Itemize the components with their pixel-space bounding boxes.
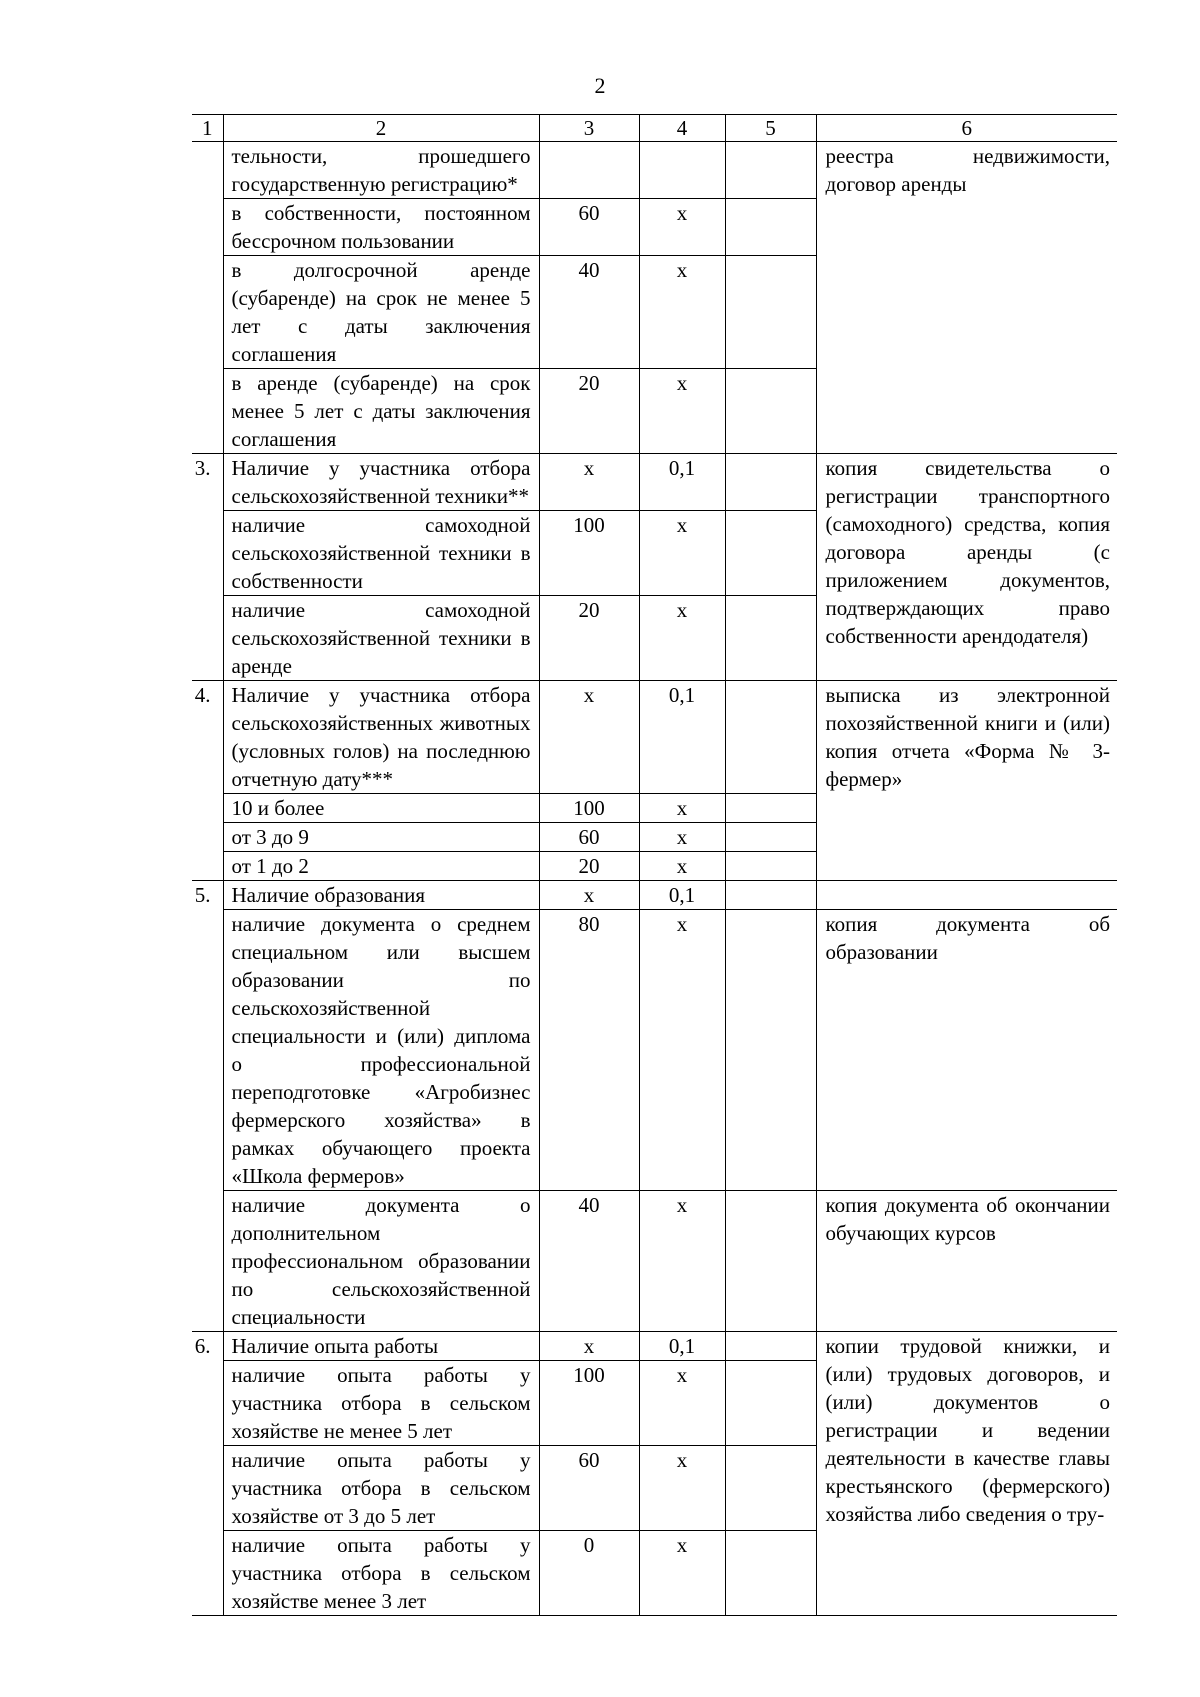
value-cell — [725, 1531, 816, 1616]
criterion-cell: в аренде (субаренде) на срок менее 5 лет с даты заключения соглашения — [223, 369, 539, 454]
criterion-cell: наличие опыта работы у участника отбора в сельском хозяйстве не менее 5 лет — [223, 1361, 539, 1446]
score-cell: 20 — [539, 369, 639, 454]
table-row — [192, 1191, 1117, 1332]
score-cell: х — [539, 1332, 639, 1361]
document-cell: копия документа об образовании — [816, 910, 1117, 1191]
header-row — [192, 115, 1117, 142]
value-cell — [725, 454, 816, 511]
weight-cell: х — [639, 852, 725, 881]
score-cell: 80 — [539, 910, 639, 1191]
criterion-cell: в долгосрочной аренде (субаренде) на срок не менее 5 лет с даты заключения соглашения — [223, 256, 539, 369]
document-cell: копия свидетельства о регистрации транспортного (самоходного) средства, копия договора аренды (с приложением документов, подтверждающих право собственности арендодателя) — [816, 454, 1117, 681]
table-row — [192, 881, 1117, 910]
table-row — [192, 454, 1117, 511]
weight-cell: х — [639, 511, 725, 596]
weight-cell: х — [639, 596, 725, 681]
weight-cell: х — [639, 910, 725, 1191]
criterion-cell: от 1 до 2 — [223, 852, 539, 881]
score-cell: х — [539, 681, 639, 794]
value-cell — [725, 596, 816, 681]
score-cell: 40 — [539, 1191, 639, 1332]
criterion-cell: в собственности, постоянном бессрочном пользовании — [223, 199, 539, 256]
document-cell: выписка из электронной похозяйственной книги и (или) копия отчета «Форма № 3-фермер» — [816, 681, 1117, 881]
header-cell: 2 — [223, 115, 539, 142]
table-row — [192, 1332, 1117, 1361]
value-cell — [725, 369, 816, 454]
weight-cell: х — [639, 256, 725, 369]
weight-cell: х — [639, 199, 725, 256]
weight-cell: х — [639, 794, 725, 823]
header-cell: 3 — [539, 115, 639, 142]
row-number: 5. — [192, 881, 223, 1332]
score-cell: 40 — [539, 256, 639, 369]
table-row — [192, 681, 1117, 794]
criterion-cell: тельности, прошедшего государственную регистрацию* — [223, 142, 539, 199]
value-cell — [725, 256, 816, 369]
value-cell — [725, 511, 816, 596]
value-cell — [725, 1446, 816, 1531]
score-cell: х — [539, 881, 639, 910]
value-cell — [725, 1361, 816, 1446]
criteria-table — [192, 114, 1117, 1616]
score-cell: 60 — [539, 823, 639, 852]
criterion-cell: наличие опыта работы у участника отбора в сельском хозяйстве от 3 до 5 лет — [223, 1446, 539, 1531]
score-cell: 20 — [539, 852, 639, 881]
weight-cell: х — [639, 1531, 725, 1616]
weight-cell: х — [639, 823, 725, 852]
score-cell: 20 — [539, 596, 639, 681]
row-number — [192, 142, 223, 454]
page-number: 2 — [594, 73, 606, 98]
row-number: 3. — [192, 454, 223, 681]
value-cell — [725, 1191, 816, 1332]
score-cell: х — [539, 454, 639, 511]
document-cell: копии трудовой книжки, и (или) трудовых договоров, и (или) документов о регистрации и ведении деятельности в качестве главы крестьянского (фермерского) хозяйства либо сведения о тру- — [816, 1332, 1117, 1616]
header-cell: 1 — [192, 115, 223, 142]
document-cell: копия документа об окончании обучающих курсов — [816, 1191, 1117, 1332]
value-cell — [725, 681, 816, 794]
score-cell: 0 — [539, 1531, 639, 1616]
score-cell: 60 — [539, 1446, 639, 1531]
weight-cell: 0,1 — [639, 454, 725, 511]
criterion-cell: от 3 до 9 — [223, 823, 539, 852]
header-cell: 4 — [639, 115, 725, 142]
criterion-cell: Наличие опыта работы — [223, 1332, 539, 1361]
weight-cell: 0,1 — [639, 1332, 725, 1361]
score-cell: 100 — [539, 1361, 639, 1446]
score-cell: 100 — [539, 511, 639, 596]
table-row — [192, 142, 1117, 199]
weight-cell: х — [639, 1361, 725, 1446]
weight-cell: х — [639, 369, 725, 454]
document-cell — [816, 881, 1117, 910]
score-cell: 100 — [539, 794, 639, 823]
row-number: 6. — [192, 1332, 223, 1616]
value-cell — [725, 1332, 816, 1361]
value-cell — [725, 910, 816, 1191]
value-cell — [725, 823, 816, 852]
criterion-cell: наличие самоходной сельскохозяйственной техники в собственности — [223, 511, 539, 596]
header-cell: 6 — [816, 115, 1117, 142]
score-cell: 60 — [539, 199, 639, 256]
criterion-cell: Наличие у участника отбора сельскохозяйственной техники** — [223, 454, 539, 511]
criterion-cell: наличие самоходной сельскохозяйственной техники в аренде — [223, 596, 539, 681]
weight-cell: х — [639, 1446, 725, 1531]
weight-cell: 0,1 — [639, 881, 725, 910]
weight-cell — [639, 142, 725, 199]
criterion-cell: Наличие у участника отбора сельскохозяйственных животных (условных голов) на последнюю отчетную дату*** — [223, 681, 539, 794]
value-cell — [725, 199, 816, 256]
row-number: 4. — [192, 681, 223, 881]
document-cell: реестра недвижимости, договор аренды — [816, 142, 1117, 454]
table-row — [192, 910, 1117, 1191]
criterion-cell: наличие документа о дополнительном профессиональном образовании по сельскохозяйственной специальности — [223, 1191, 539, 1332]
header-cell: 5 — [725, 115, 816, 142]
score-cell — [539, 142, 639, 199]
criterion-cell: наличие опыта работы у участника отбора в сельском хозяйстве менее 3 лет — [223, 1531, 539, 1616]
criterion-cell: наличие документа о среднем специальном или высшем образовании по сельскохозяйственной специальности и (или) диплома о профессиональной переподготовке «Агробизнес фермерского хозяйства» в рамках обучающего проекта «Школа фермеров» — [223, 910, 539, 1191]
criterion-cell: Наличие образования — [223, 881, 539, 910]
criterion-cell: 10 и более — [223, 794, 539, 823]
value-cell — [725, 794, 816, 823]
value-cell — [725, 852, 816, 881]
value-cell — [725, 142, 816, 199]
weight-cell: 0,1 — [639, 681, 725, 794]
weight-cell: х — [639, 1191, 725, 1332]
value-cell — [725, 881, 816, 910]
